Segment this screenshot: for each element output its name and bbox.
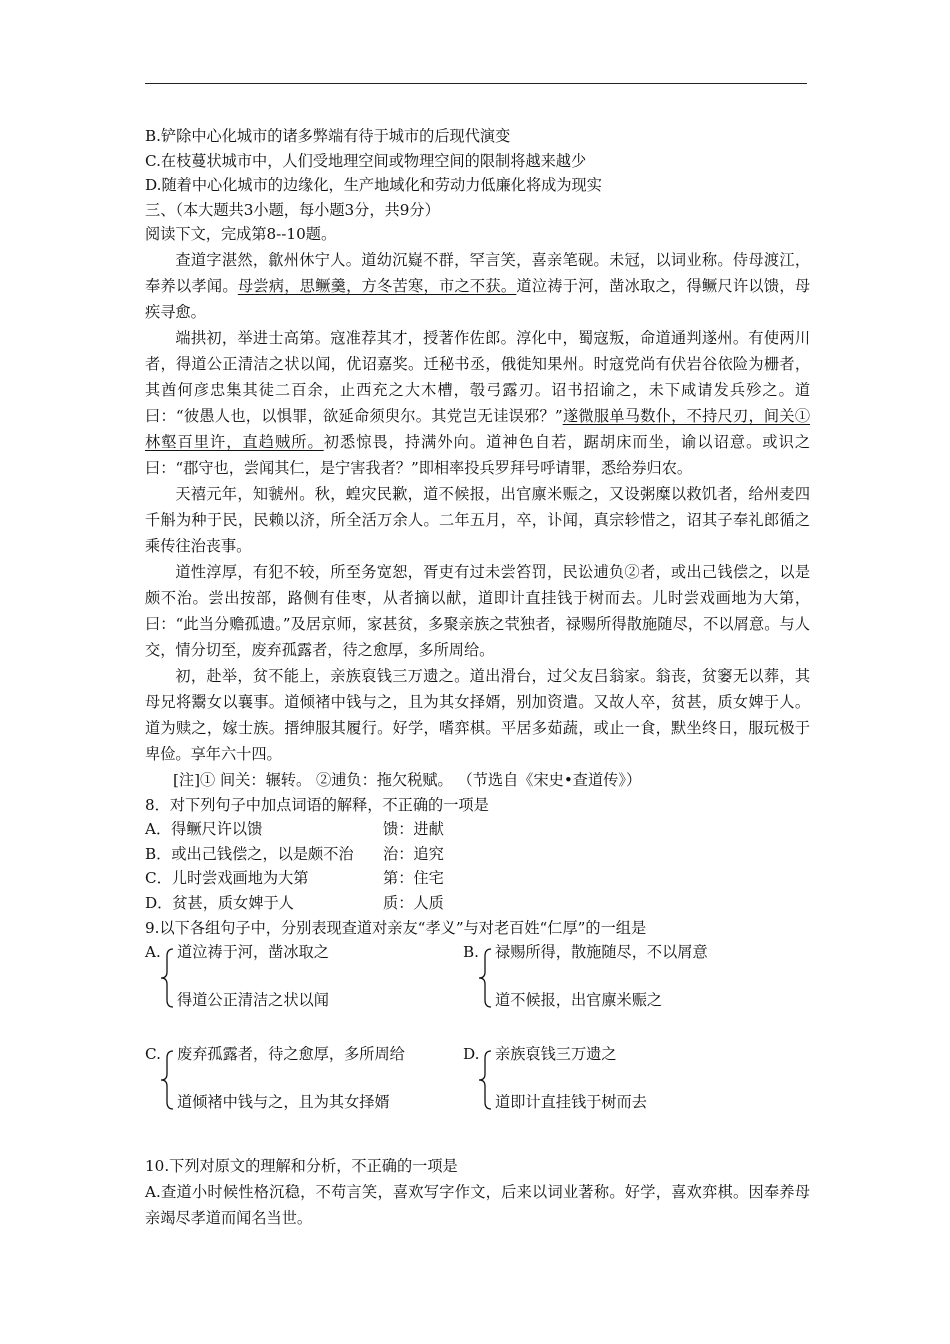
prev-option-d: D.随着中心化城市的边缘化，生产地域化和劳动力低廉化将成为现实 — [145, 176, 602, 195]
q8-stem: 8．对下列句子中加点词语的解释，不正确的一项是 — [145, 795, 489, 814]
passage-paragraph-2 — [145, 325, 810, 481]
q8-option — [145, 866, 810, 891]
q8-option-sentence: D．贫甚，质女婢于人 — [145, 893, 294, 912]
q9-option-sentence-2: 道倾褚中钱与之，且为其女择婿 — [177, 1093, 390, 1112]
p2-underlined: 遂微服单马数仆，不持尺刃，间关①林壑百里许，直趋贼所。 — [145, 406, 811, 451]
exam-page — [145, 124, 810, 1231]
q8-option — [145, 817, 810, 842]
q9-option-sentence-1: 亲族裒钱三万遗之 — [495, 1045, 617, 1064]
q8-option-gloss: 治：追究 — [383, 844, 444, 863]
q9-option-sentence-1: 道泣祷于河，凿冰取之 — [177, 943, 329, 962]
brace-icon — [159, 1050, 175, 1110]
header-rule — [145, 83, 807, 84]
prev-option-c: C.在枝蔓状城市中，人们受地理空间或物理空间的限制将越来越少 — [145, 151, 587, 170]
brace-icon — [477, 1050, 493, 1110]
p1-text-b: 道泣祷于河，凿冰取之，得鳜尺许以馈，母疾寻愈。 — [145, 276, 811, 321]
q8-option-sentence: A．得鳜尺许以馈 — [145, 820, 263, 839]
q8-option-gloss: 第：住宅 — [383, 869, 444, 888]
q10-option-a: A.查道小时候性格沉稳，不苟言笑，喜欢写字作文，后来以词业著称。好学，喜欢弈棋。因奉养母亲竭尽孝道而闻名当世。 — [145, 1182, 810, 1227]
passage-note: [注]① 间关：辗转。 ②逋负：拖欠税赋。 （节选自《宋史•查道传》） — [173, 770, 642, 789]
q9-option-sentence-1: 禄赐所得，散施随尽，不以屑意 — [495, 943, 708, 962]
q9-option-label: A. — [145, 943, 161, 962]
reading-instruction: 阅读下文，完成第8--10题。 — [145, 225, 337, 244]
q8-option — [145, 842, 810, 867]
p2-text-b: 初悉惊畏，持满外向。道神色自若，踞胡床而坐，谕以诏意。或识之曰：“郡守也，尝闻其仁，是宁害我者？”即相率投兵罗拜号呼请罪，悉给券归农。 — [145, 432, 811, 477]
q9-option-sentence-2: 道即计直挂钱于树而去 — [495, 1093, 647, 1112]
q8-option-gloss: 馈：进献 — [383, 820, 444, 839]
p1-text-a: 查道字湛然，歙州休宁人。道幼沉嶷不群，罕言笑，喜亲笔砚。未冠，以词业称。侍母渡江，奉养以孝闻。 — [145, 250, 810, 295]
prev-option-b: B.铲除中心化城市的诸多弊端有待于城市的后现代演变 — [145, 127, 511, 145]
passage-paragraph-3: 天禧元年，知虢州。秋，蝗灾民歉，道不候报，出官廪米赈之，又设粥糜以救饥者，给州麦四千斛为种于民，民赖以济，所全活万余人。二年五月，卒，讣闻，真宗轸惜之，诏其子奉礼郎循之乘传往治丧事。 — [145, 484, 810, 555]
q9-stem: 9.以下各组句子中，分别表现查道对亲友“孝义”与对老百姓“仁厚”的一组是 — [145, 918, 647, 937]
q10-stem: 10.下列对原文的理解和分析，不正确的一项是 — [145, 1157, 458, 1176]
q8-option-sentence: B．或出己钱偿之，以是颇不治 — [145, 844, 354, 863]
brace-icon — [159, 948, 175, 1008]
q9-option-label: B. — [463, 943, 479, 962]
p1-underlined: 母尝病，思鳜羹，方冬苦寒，市之不获。 — [237, 276, 517, 295]
q8-option-sentence: C．儿时尝戏画地为大第 — [145, 869, 309, 888]
q9-options — [145, 940, 810, 1154]
q9-option-label: C. — [145, 1045, 161, 1064]
q8-option-gloss: 质：人质 — [383, 893, 444, 912]
q9-option-sentence-2: 得道公正清洁之状以闻 — [177, 991, 329, 1010]
p2-text-a: 端拱初，举进士高第。寇准荐其才，授著作佐郎。淳化中，蜀寇叛，命道通判遂州。有使两川者，得道公正清洁之状以闻，优诏嘉奖。迁秘书丞，俄徙知果州。时寇党尚有伏岩谷依险为栅者，其酋何彦忠集其徒二百余，止西充之大木槽，彀弓露刃。诏书招谕之，未下咸请发兵殄之。道曰：“彼愚人也，以惧罪，欲延命须臾尔。其党岂无诖误邪？” — [145, 328, 810, 425]
q9-option-sentence-2: 道不候报，出官廪米赈之 — [495, 991, 663, 1010]
passage-paragraph-5: 初，赴举，贫不能上，亲族裒钱三万遗之。道出滑台，过父友吕翁家。翁丧，贫窭无以葬，其母兄将鬻女以襄事。道倾褚中钱与之，且为其女择婿，别加资遣。又故人卒，贫甚，质女婢于人。道为赎之，嫁士族。搢绅服其履行。好学，嗜弈棋。平居多茹蔬，或止一食，默坐终日，服玩极于卑俭。享年六十四。 — [145, 666, 810, 763]
passage-paragraph-1 — [145, 247, 810, 325]
q9-option-label: D. — [463, 1045, 480, 1064]
section-header: 三、（本大题共3小题，每小题3分，共9分） — [145, 200, 440, 219]
brace-icon — [477, 948, 493, 1008]
passage-paragraph-4: 道性淳厚，有犯不较，所至务宽恕，胥吏有过未尝笞罚，民讼逋负②者，或出己钱偿之，以是颇不治。尝出按部，路侧有佳枣，从者摘以献，道即计直挂钱于树而去。儿时尝戏画地为大第，曰：“此当分赡孤遗。”及居京师，家甚贫，多聚亲族之茕独者，禄赐所得散施随尽，不以屑意。与人交，情分切至，废弃孤露者，待之愈厚，多所周给。 — [145, 562, 810, 659]
q9-option-sentence-1: 废弃孤露者，待之愈厚，多所周给 — [177, 1045, 405, 1064]
q8-option — [145, 891, 810, 916]
